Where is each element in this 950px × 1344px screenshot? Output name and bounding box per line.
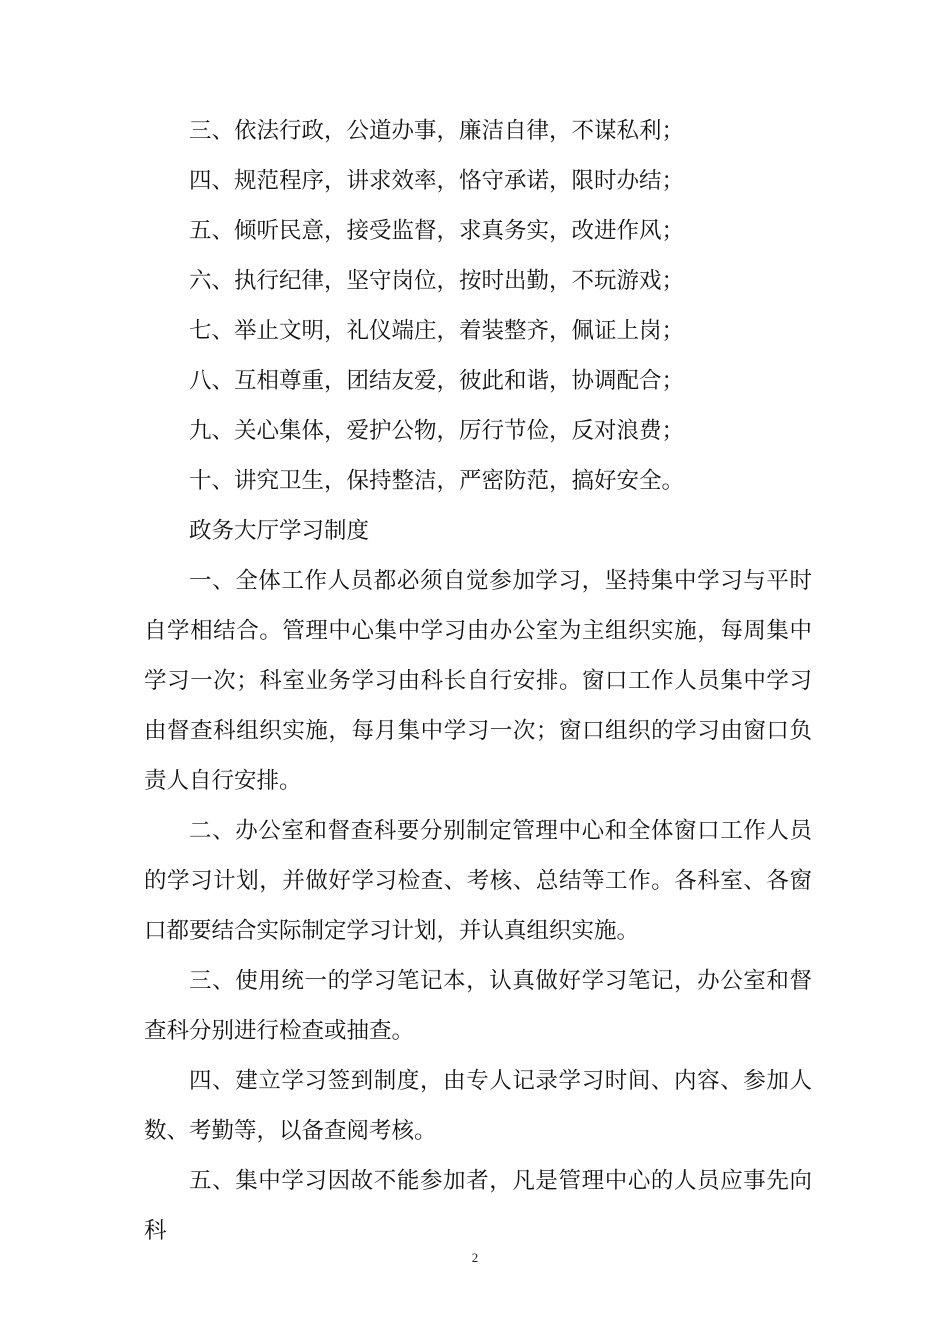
rule-line: 六、执行纪律，坚守岗位，按时出勤，不玩游戏； <box>189 268 685 294</box>
rule-line: 九、关心集体，爱护公物，厉行节俭，反对浪费； <box>189 418 685 444</box>
rule-line: 八、互相尊重，团结友爱，彼此和谐，协调配合； <box>189 368 685 394</box>
paragraph: 五、集中学习因故不能参加者，凡是管理中心的人员应事先向科 <box>144 1168 812 1244</box>
document-body <box>144 106 812 1256</box>
paragraph: 四、建立学习签到制度，由专人记录学习时间、内容、参加人数、考勤等，以备查阅考核。 <box>144 1068 812 1144</box>
rule-line: 五、倾听民意，接受监督，求真务实，改进作风； <box>189 218 685 244</box>
rule-line: 三、依法行政，公道办事，廉洁自律，不谋私利； <box>189 118 685 144</box>
paragraph: 二、办公室和督查科要分别制定管理中心和全体窗口工作人员的学习计划，并做好学习检查、考核、总结等工作。各科室、各窗口都要结合实际制定学习计划，并认真组织实施。 <box>144 818 812 944</box>
paragraph: 一、全体工作人员都必须自觉参加学习，坚持集中学习与平时自学相结合。管理中心集中学习由办公室为主组织实施，每周集中学习一次；科室业务学习由科长自行安排。窗口工作人员集中学习由督查科组织实施，每月集中学习一次；窗口组织的学习由窗口负责人自行安排。 <box>144 568 812 794</box>
rule-line: 四、规范程序，讲求效率，恪守承诺，限时办结； <box>189 168 685 194</box>
section-title: 政务大厅学习制度 <box>189 518 370 544</box>
page-number: 2 <box>471 1250 479 1265</box>
rule-line: 十、讲究卫生，保持整洁，严密防范，搞好安全。 <box>189 468 685 494</box>
rule-line: 七、举止文明，礼仪端庄，着装整齐，佩证上岗； <box>189 318 685 344</box>
paragraph: 三、使用统一的学习笔记本，认真做好学习笔记，办公室和督查科分别进行检查或抽查。 <box>144 968 812 1044</box>
